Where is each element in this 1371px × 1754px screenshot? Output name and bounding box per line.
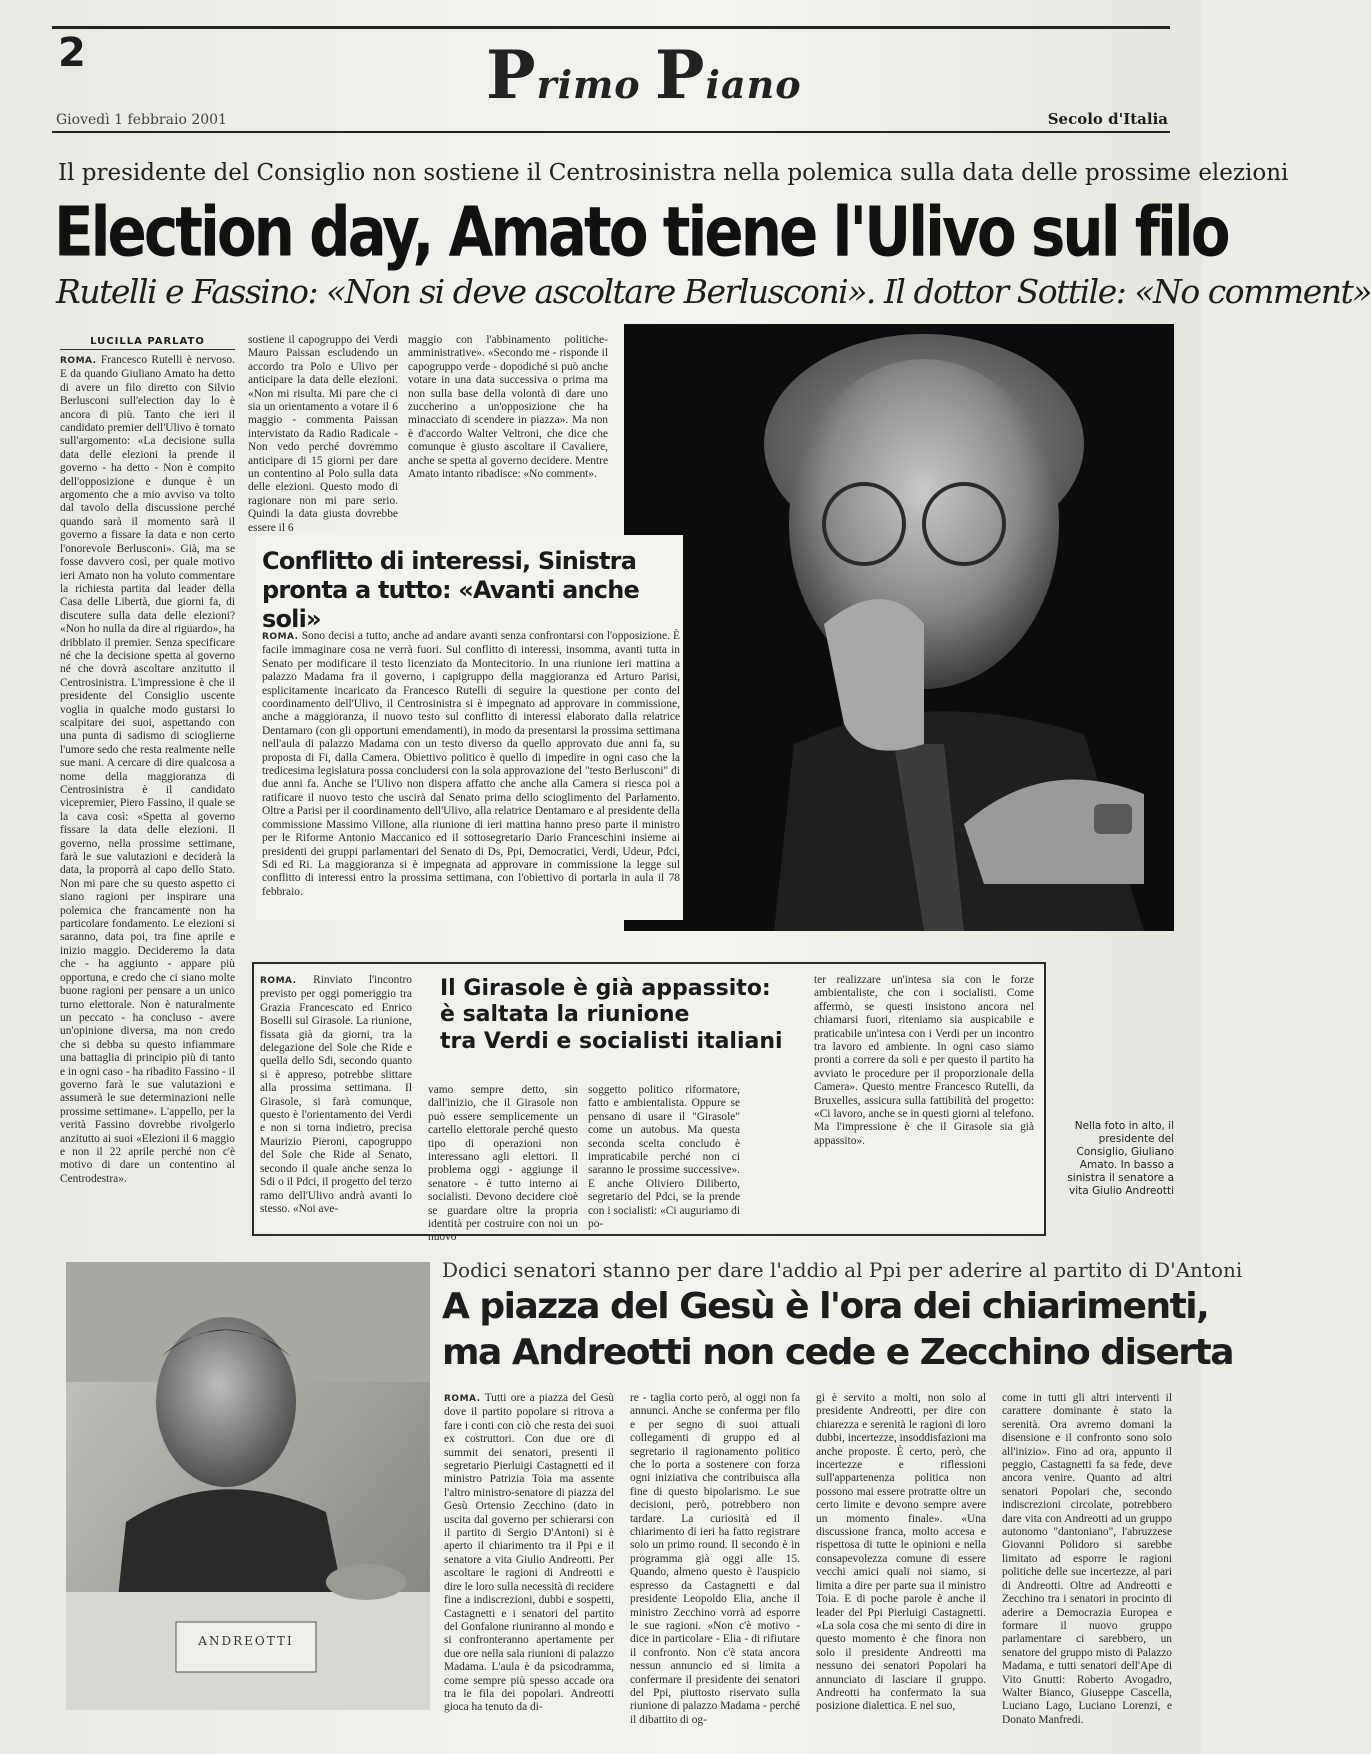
- andreotti-col1: Tutti ore a piazza del Gesù dove il partito popolare si ritrova a fare i conti con ciò che resta dei suoi ex costruttori. Con due ore di summit dei senatori, presenti il segretario Pierluigi Castagnetti ed il ministro Patrizia Toia ma assente l'altro ministro-senatore di piazza del Gesù Ortensio Zecchino (dato in uscita dal governo per schierarsi con il partito di Sergio D'Antoni) si è aperto il chiarimento tra il Ppi e il senatore a vita Giulio Andreotti. Per ascoltare le ragioni di Andreotti e dire le loro sulla necessità di recidere fine a indiscrezioni, dubbi e sospetti, Castagnetti e i senatori del partito del Gonfalone riuniranno al mondo e si confronteranno apertamente per due ore nella sala riunioni di palazzo Madama. L'aula è da psicodramma, come sempre più spesso accade ora tra le fila dei popolari. Andreotti gioca ha tenuto da di-: [444, 1392, 614, 1714]
- section-letter-1: P: [486, 36, 537, 114]
- conflitto-headline: Conflitto di interessi, Sinistra pronta a tutto: «Avanti anche soli»: [262, 547, 639, 633]
- lead-column-1: [60, 336, 235, 1244]
- girasole-story: [252, 962, 1046, 1244]
- andreotti-headline: [442, 1284, 1233, 1376]
- section-word-1: rimo: [536, 62, 641, 107]
- lead-column-2: sostiene il capogruppo dei Verdi Mauro Paissan escludendo un accordo tra Polo e Ulivo per anticipare la data delle elezioni. «Non mi risulta. Mi pare che ci sia un orientamento a votare il 6 maggio - commenta Paissan intervistato da Radio Radicale - Non vedo perché dovremmo anticipare di 15 giorni per dare un contentino al Polo sulla data delle elezioni. Questo modo di ragionare non mi pare serio. Quindi la data giusta dovrebbe essere il 6: [248, 334, 398, 534]
- girasole-headline-line1: Il Girasole è già appassito:: [440, 976, 771, 1001]
- lead-subheadline: Rutelli e Fassino: «Non si deve ascoltare Berlusconi». Il dottor Sottile: «No comment»: [56, 272, 1371, 311]
- andreotti-kicker: Dodici senatori stanno per dare l'addio al Ppi per aderire al partito di D'Antoni: [442, 1258, 1243, 1282]
- andreotti-headline-line1: A piazza del Gesù è l'ora dei chiarimenti,: [442, 1286, 1209, 1327]
- issue-date: Giovedì 1 febbraio 2001: [56, 112, 227, 128]
- conflitto-story: [256, 535, 683, 920]
- girasole-headline: [440, 976, 783, 1055]
- photo-caption: Nella foto in alto, il presidente del Consiglio, Giuliano Amato. In basso a sinistra il senatore a vita Giulio Andreotti: [1067, 1120, 1174, 1197]
- andreotti-col4: come in tutti gli altri interventi il carattere dominante è stato la serenità. Ora avremo domani la disensione e il confronto sono solo all'inizio». Fino ad ora, appunto il peggio, Castagnetti fa sa fede, deve ancora venire. Quanto ad altri senatori Popolari che, secondo indiscrezioni circolate, potrebbero dare vita con Andreotti ad un gruppo autonomo "dantoniano", l'abruzzese Giovanni Polidoro si sarebbe limitato ad esporre le ragioni politiche delle sue incertezze, al pari di Andreotti. Oltre ad Andreotti e Zecchino tra i senatori in procinto di aderire a Democrazia Europea e formare il nuovo gruppo parlamentare ci sarebbero, un senatore del gruppo misto di Palazzo Madama, e tutti senatori dell'Ape di Vito Gnutti: Roberto Avogadro, Walter Bianco, Giuseppe Cascella, Luciano Lago, Luciano Lorenzi, e Donato Manfredi.: [1002, 1392, 1172, 1726]
- dateline: ROMA.: [60, 356, 97, 366]
- girasole-dateline: ROMA.: [260, 976, 297, 986]
- page-number: 2: [58, 30, 86, 76]
- photo-amato: [624, 324, 1174, 931]
- lead-col1-text: [60, 354, 235, 1244]
- lead-kicker: Il presidente del Consiglio non sostiene il Centrosinistra nella polemica sulla data delle prossime elezioni: [58, 160, 1289, 186]
- girasole-col3: soggetto politico riformatore, fatto e ambientalista. Oppure se pensano di usare il "Girasole" come un autobus. Ma questa seconda scelta concludo è impraticabile perché non ci saranno le prossime successive». E anche Oliviero Diliberto, segretario del Pdci, se la prende con i socialisti: «Ci auguriamo di po-: [588, 1084, 740, 1231]
- girasole-headline-line3: tra Verdi e socialisti italiani: [440, 1028, 783, 1054]
- newspaper-name: Secolo d'Italia: [1047, 110, 1168, 128]
- lead-col1-body: Francesco Rutelli è nervoso. E da quando Giuliano Amato ha detto di avere un filo diretto con Silvio Berlusconi sull'election day lo è ancora di più. Tanto che ieri il candidato premier dell'Ulivo è tornato sull'argomento: «La decisione sulla data delle elezioni la prende il governo - ha detto - Non è compito dell'opposizione e dunque è un argomento che a mio avviso va tolto dal tavolo della discussione perché quando sarà il momento sarà il governo a fissare la data e non certo l'onorevole Berlusconi». Già, ma se fosse davvero così, per quale motivo ieri Amato non ha voluto commentare la richiesta partita dal leader della Casa delle Libertà, due giorni fa, di discutere sulla data delle elezioni? «Non ho nulla da dire al riguardo», ha dribblato il premier. Senza specificare né che la decisione spetta al governo né che dovrà ascoltare anzitutto il Centrosinistra. L'impressione è che il presidente del Consiglio uscente voglia in qualche modo gustarsi lo scalpitare dei suoi, aspettando con una punta di sadismo di scioglierne l'umore sedo che resta realmente nelle sue mani. A cercare di dire qualcosa a nome della maggioranza di Centrosinistra è il candidato vicepremier, Piero Fassino, il quale se la cava così: «Spetta al governo fissare la data delle elezioni. Il governo, nella prossime settimane, farà le sue valutazioni e deciderà la data, la proporrà al capo dello Stato. Non mi pare che su questo aspetto ci siano ragioni per inspirare una polemica che francamente non ha particolare fondamento. Le elezioni si saranno, data poi, tra fine aprile e inizio maggio. Decideremo la data che - ha aggiunto - appare più opportuna, e credo che ci siano molte buone ragioni per pensare a un unico turno elettorale. Non è naturalmente un peccato - ha concluso - avere un'opinione diversa, ma non credo che si debba su questo infiammare una battaglia di principio più di tanto e in ogni caso - ha ribadito Fassino - il governo farà le sue valutazioni e assumerà le sue determinazioni nelle prossime settimane». L'appello, per la verità Fassino dovrebbe rivolgerlo anzitutto ai suoi «Elezioni il 6 maggio e non il 22 aprile perché non c'è motivo di dare un contentino al Centrodestra».: [60, 354, 235, 1185]
- amato-portrait-illustration: [624, 324, 1174, 931]
- andreotti-col3: gi è servito a molti, non solo al presidente Andreotti, per dire con chiarezza e serenità le ragioni di loro dubbi, incertezze, insoddisfazioni ma anche proposte. È certo, però, che incertezze e riflessioni sull'appartenenza politica non possono mai essere protratte oltre un certo limite e devono sempre avere un momento finale». «Una discussione franca, molto accesa e rispettosa di tutte le opinioni e nella consapevolezza comune di essere vecchi amici quali noi siamo, si limita a dire per parte sua il ministro Toia. E di poche parole è anche il leader del Ppi Pierluigi Castagnetti. «La sola cosa che mi sento di dire in questo momento è che finora non solo il presidente Andreotti ma nessuno dei senatori Popolari ha annunciato di lasciare il gruppo. Andreotti ha confermato la sua posizione dialettica. E nel suo,: [816, 1392, 986, 1713]
- lead-headline: Election day, Amato tiene l'Ulivo sul filo: [54, 192, 1228, 273]
- girasole-col1-text: [260, 974, 412, 1226]
- section-title: [486, 36, 802, 114]
- girasole-headline-line2: è saltata la riunione: [440, 1002, 690, 1028]
- conflitto-body: Sono decisi a tutto, anche ad andare avanti senza confrontarsi con l'opposizione. È facile immaginare cosa ne verrà fuori. Sul conflitto di interessi, insomma, avanti tutta in Senato per modificare il testo licenziato da Montecitorio. In una riunione ieri mattina a palazzo Madama fra il governo, i capigruppo della maggioranza ed Arturo Parisi, esplicitamente incaricato da Francesco Rutelli di seguire la questione per conto del coordinamento dell'Ulivo, il Centrosinistra si è impegnato ad approvare in commissione, anche a maggioranza, il nuovo testo sul conflitto di interessi elaborato dalla relatrice Dentamaro (con gli opportuni emendamenti), in modo da presentarsi la prossima settimana nell'aula di palazzo Madama con un testo diverso da quello approvato due anni fa, su proposta di Fi, dalla Camera. Obiettivo politico è quello di impedire in ogni caso che la tredicesima legislatura possa concludersi con la sola approvazione del "testo Berlusconi" di due anni fa. Anche se l'Ulivo non dispera affatto che anche alla Camera si riesca poi a ratificare il nuovo testo che uscirà dal Senato prima dello scioglimento del Parlamento. Oltre a Parisi per il coordinamento dell'Ulivo, alla relatrice Dentamaro e al presidente della commissione Massimo Villone, alla riunione di ieri mattina hanno preso parte il ministro per le Riforme Antonio Maccanico ed il sottosegretario Dario Franceschini insieme ai presidenti dei gruppi parlamentari del Senato di Ds, Ppi, Democratici, Verdi, Udeur, Pdci, Sdi ed Ri. La maggioranza si è impegnata ad approvare in commissione la legge sul conflitto di interessi entro la prossima settimana, con l'obiettivo di portarla in aula il 78 febbraio.: [262, 630, 680, 898]
- section-letter-2: P: [654, 36, 706, 114]
- byline: LUCILLA PARLATO: [60, 336, 235, 350]
- header-rule: [52, 131, 1170, 133]
- girasole-col4: ter realizzare un'intesa sia con le forze ambientaliste, che con i socialisti. Come affermò, se questi insistono ancora nel chiamarsi fuori, riteniamo sia auspicabile e praticabile un'intesa con i Verdi per un incontro tra lavoro ed ambiente. In ogni caso siamo pronti a correre da soli e per questo il partito ha avviato le procedure per il proporzionale della Camera». Questo mentre Francesco Rutelli, da Bruxelles, assicura sulla fattibilità del progetto: «Ci lavoro, anche se in questi giorni al telefono. Ma l'impressione è che il Girasole sia già appassito».: [814, 974, 1034, 1147]
- girasole-col1: Rinviato l'incontro previsto per oggi pomeriggio tra Grazia Francescato ed Enrico Boselli sul Girasole. La riunione, fissata già da giorni, tra la delegazione del Sole che Ride e quella dello Sdi, secondo quanto si è appreso, potrebbe slittare alla prossima settimana. Il Girasole, si farà comunque, questo è l'orientamento dei Verdi e non si torna indietro, precisa Maurizio Pieroni, capogruppo del Sole che Ride al Senato, secondo il quale anche senza lo Sdi o il Pdci, il progetto del terzo ramo dell'Ulivo andrà avanti lo stesso. «Noi ave-: [260, 974, 412, 1215]
- andreotti-col2: re - taglia corto però, al oggi non fa annunci. Anche se conferma per filo e per segno di suoi attuali collegamenti di gruppo ed al segretario il ragionamento politico che lo porta a sostenere con forza ogni iniziativa che contribuisca alla fine di questo bipolarismo. Le sue decisioni, però, potrebbero non tardare. La curiosità ed il chiarimento di ieri ha fatto registrare solo un primo round. Il secondo è in programma già oggi alle 15. Quando, almeno questo è l'auspicio espresso da Castagnetti e dal presidente Leopoldo Elia, anche il ministro Zecchino vorrà ad esporre le sue ragioni. «Non c'è motivo - dice in particolare - Elia - di rifiutare il confronto. Non c'è stata ancora nessun annuncio ed si limita a confermare il presidente dei senatori del Ppi, piuttosto riservato sulla riunione di palazzo Madama - perché il dibattito di og-: [630, 1392, 800, 1726]
- andreotti-headline-line2: ma Andreotti non cede e Zecchino diserta: [442, 1332, 1234, 1373]
- section-word-2: iano: [705, 62, 802, 107]
- girasole-col2: vamo sempre detto, sin dall'inizio, che il Girasole non può essere semplicemente un cartello elettorale perché questo tipo di operazioni non interessano agli elettori. Il problema oggi - aggiunge il senatore - è tutto interno ai socialisti. Devono decidere cioè se guardare oltre la propria identità per costruire con noi un nuovo: [428, 1084, 578, 1244]
- conflitto-dateline: ROMA.: [262, 632, 299, 642]
- andreotti-dateline: ROMA.: [444, 1394, 481, 1404]
- andreotti-col1-text: [444, 1392, 614, 1714]
- andreotti-nameplate: ANDREOTTI: [198, 1634, 294, 1648]
- photo-andreotti: [66, 1262, 430, 1710]
- lead-column-3: maggio con l'abbinamento politiche-amministrative». «Secondo me - risponde il capogruppo verde - dopodiché si può anche votare in una data successiva o prima ma non sulla base della volontà di dare uno zuccherino a un'opposizione che ha minacciato di scendere in piazza». Ma non è d'accordo Walter Veltroni, che dice che comunque è giusto ascoltare il Cavaliere, anche se spetta al governo decidere. Mentre Amato intanto ribadisce: «No comment».: [408, 334, 608, 481]
- top-rule: [52, 26, 1170, 29]
- conflitto-text: [262, 630, 680, 914]
